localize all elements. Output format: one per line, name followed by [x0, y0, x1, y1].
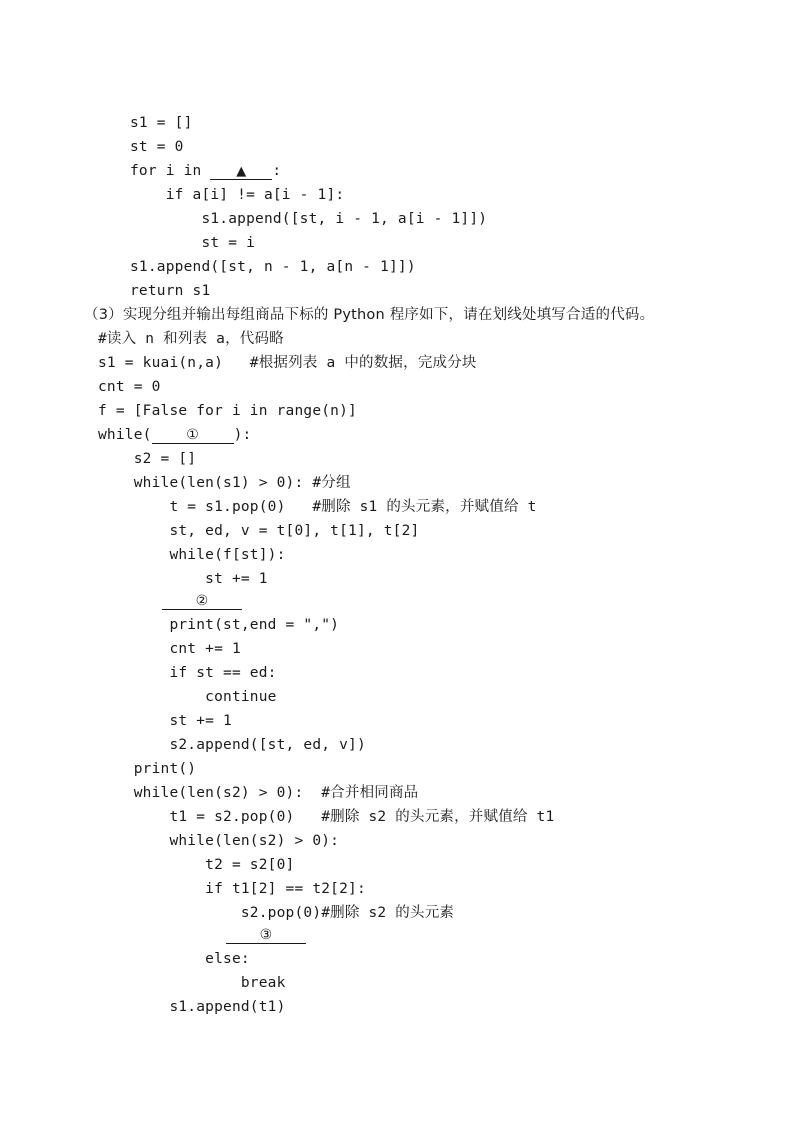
- code-line: s2 = []: [98, 451, 197, 467]
- code-line-while: [98, 424, 251, 446]
- code-line: t1 = s2.pop(0) #删除 s2 的头元素，并赋值给 t1: [98, 809, 555, 825]
- fill-blank-triangle: [210, 161, 272, 180]
- blank-number: ①: [186, 427, 199, 443]
- code-line: f = [False for i in range(n)]: [98, 403, 357, 419]
- code-text: for i in: [130, 163, 211, 179]
- fill-blank-1: [152, 425, 234, 444]
- code-line: cnt += 1: [98, 641, 241, 657]
- code-line: while(f[st]):: [98, 547, 286, 563]
- code-line-blank-2: [162, 590, 242, 612]
- code-line: else:: [98, 951, 250, 967]
- code-line: st = i: [130, 235, 256, 251]
- code-line: while(len(s2) > 0):: [98, 833, 340, 849]
- fill-blank-3: [226, 925, 306, 944]
- triangle-icon: ▲: [236, 164, 247, 179]
- code-line: cnt = 0: [98, 379, 161, 395]
- code-line: print(): [98, 761, 197, 777]
- question-3-text: （3）实现分组并输出每组商品下标的 Python 程序如下，请在划线处填写合适的代码。: [84, 307, 655, 323]
- code-text: ):: [233, 427, 252, 443]
- code-line: st = 0: [130, 139, 184, 155]
- code-line: t2 = s2[0]: [98, 857, 295, 873]
- fill-blank-2: [162, 591, 242, 610]
- code-line: s1.append([st, i - 1, a[i - 1]]): [130, 211, 488, 227]
- code-line: st, ed, v = t[0], t[1], t[2]: [98, 523, 420, 539]
- code-line: s2.append([st, ed, v]): [98, 737, 366, 753]
- code-line: if t1[2] == t2[2]:: [98, 881, 366, 897]
- code-line: st += 1: [98, 713, 232, 729]
- code-line: s1.append(t1): [98, 999, 286, 1015]
- code-line: s1 = []: [130, 115, 193, 131]
- code-line: s1.append([st, n - 1, a[n - 1]]): [130, 259, 416, 275]
- code-line: continue: [98, 689, 277, 705]
- code-line-for: [130, 160, 281, 182]
- code-line: if a[i] != a[i - 1]:: [130, 187, 345, 203]
- blank-number: ③: [259, 927, 273, 943]
- code-line: return s1: [130, 283, 211, 299]
- code-line: break: [98, 975, 286, 991]
- code-line: if st == ed:: [98, 665, 277, 681]
- code-comment: #读入 n 和列表 a，代码略: [98, 331, 284, 347]
- code-line: st += 1: [98, 571, 268, 587]
- code-line: s1 = kuai(n,a) #根据列表 a 中的数据，完成分块: [98, 355, 477, 371]
- code-line: s2.pop(0)#删除 s2 的头元素: [98, 905, 455, 921]
- code-line-blank-3: [226, 924, 306, 946]
- code-line: print(st,end = ","): [98, 617, 340, 633]
- code-line: t = s1.pop(0) #删除 s1 的头元素，并赋值给 t: [98, 499, 537, 515]
- code-line: while(len(s1) > 0): #分组: [98, 475, 351, 491]
- code-text: while(: [98, 427, 152, 443]
- blank-number: ②: [195, 593, 209, 609]
- code-line: while(len(s2) > 0): #合并相同商品: [98, 785, 419, 801]
- code-text: :: [272, 163, 282, 179]
